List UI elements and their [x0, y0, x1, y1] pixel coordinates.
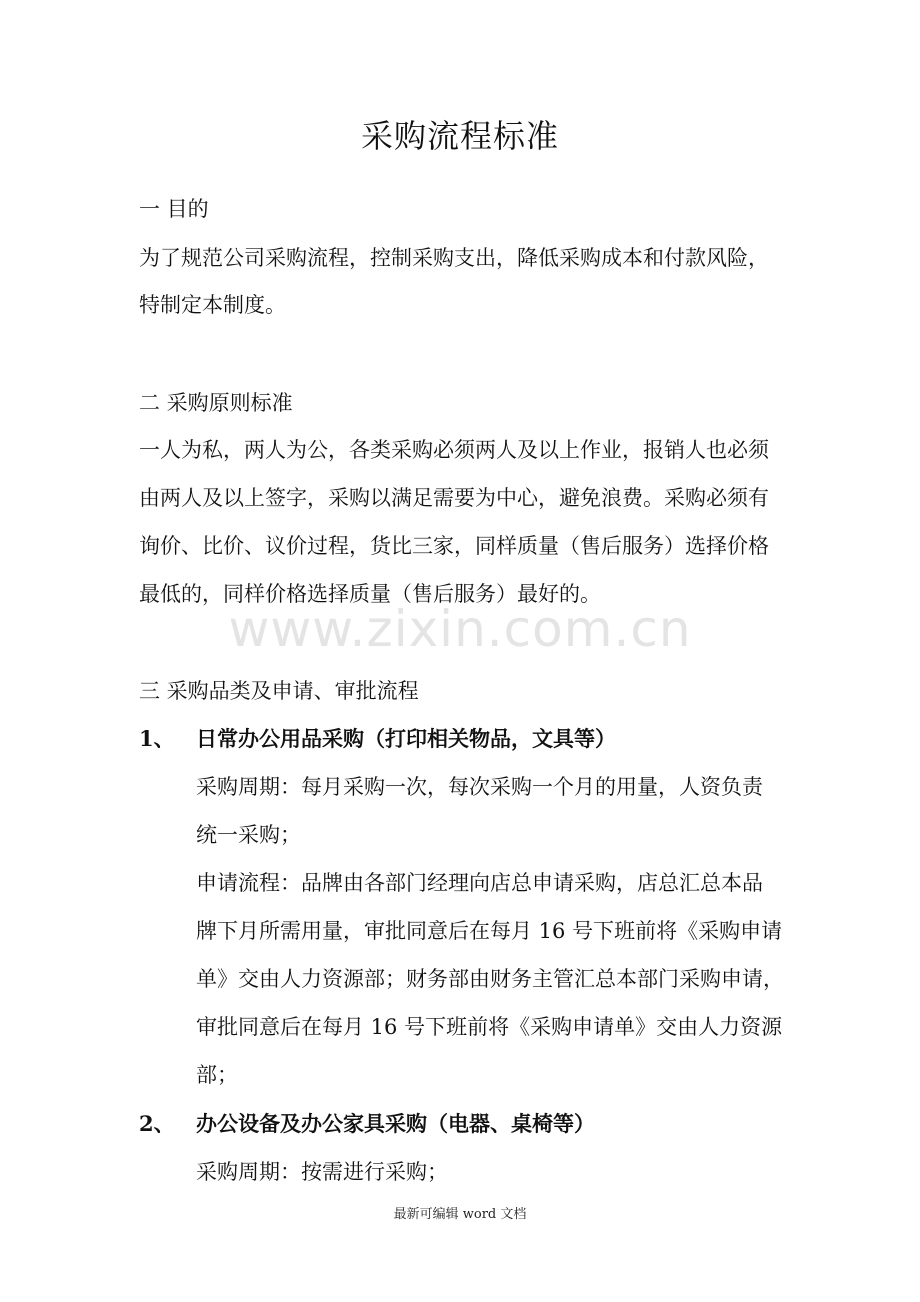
item-line: 牌下月所需用量，审批同意后在每月 16 号下班前将《采购申请 — [196, 919, 783, 943]
page-footer: 最新可编辑 word 文档 — [393, 1207, 527, 1222]
item-line: 统一采购； — [196, 823, 301, 847]
item-title: 日常办公用品采购（打印相关物品，文具等） — [196, 726, 616, 751]
document-title: 采购流程标准 — [360, 117, 559, 155]
item-number: 1、 — [139, 726, 175, 751]
paragraph-line: 最低的，同样价格选择质量（售后服务）最好的。 — [139, 582, 601, 606]
item-number: 2、 — [139, 1111, 175, 1136]
watermark: www.zixin.com.cn — [228, 600, 692, 658]
item-line: 单》交由人力资源部；财务部由财务主管汇总本部门采购申请， — [196, 967, 784, 991]
item-line: 采购周期：每月采购一次，每次采购一个月的用量，人资负责 — [196, 775, 763, 799]
paragraph-line: 为了规范公司采购流程，控制采购支出，降低采购成本和付款风险， — [139, 246, 769, 270]
item-title: 办公设备及办公家具采购（电器、桌椅等） — [196, 1111, 595, 1136]
paragraph-line: 询价、比价、议价过程，货比三家，同样质量（售后服务）选择价格 — [139, 534, 769, 558]
section-heading-procurement: 三 采购品类及申请、审批流程 — [139, 679, 419, 703]
section-heading-purpose: 一 目的 — [139, 197, 209, 221]
item-line: 申请流程：品牌由各部门经理向店总申请采购，店总汇总本品 — [196, 871, 763, 895]
item-line: 审批同意后在每月 16 号下班前将《采购申请单》交由人力资源 — [196, 1015, 783, 1039]
paragraph-line: 一人为私，两人为公，各类采购必须两人及以上作业，报销人也必须 — [139, 438, 769, 462]
item-line: 部； — [196, 1063, 238, 1087]
section-heading-principles: 二 采购原则标准 — [139, 391, 293, 415]
paragraph-line: 由两人及以上签字，采购以满足需要为中心，避免浪费。采购必须有 — [139, 486, 769, 510]
paragraph-line: 特制定本制度。 — [139, 293, 286, 317]
item-line: 采购周期：按需进行采购； — [196, 1160, 448, 1184]
